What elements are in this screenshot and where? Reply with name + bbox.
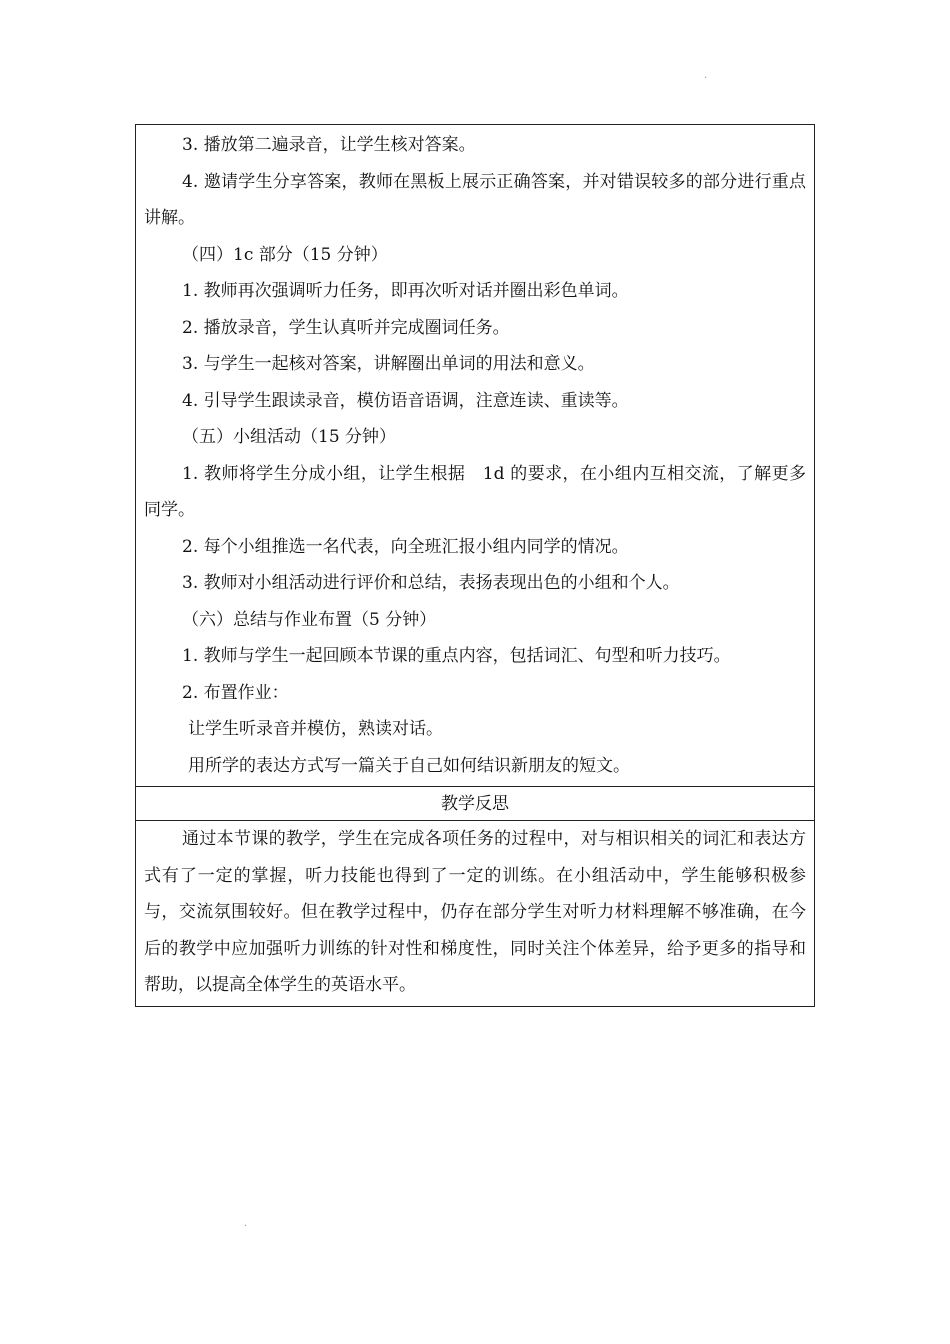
reflection-paragraph: 通过本节课的教学，学生在完成各项任务的过程中，对与相识相关的词汇和表达方式有了一定的掌握，听力技能也得到了一定的训练。在小组活动中，学生能够积极参与，交流氛围较好。但在教学过程中，仍存在部分学生对听力材料理解不够准确，在今后的教学中应加强听力训练的针对性和梯度性，同时关注个体差异，给予更多的指导和帮助，以提高全体学生的英语水平。 bbox=[144, 829, 806, 995]
procedure-paragraph: 3. 播放第二遍录音，让学生核对答案。 bbox=[182, 135, 476, 155]
teaching-reflection-cell bbox=[136, 821, 814, 1006]
procedure-paragraph: 1. 教师将学生分成小组，让学生根据 1d 的要求，在小组内互相交流，了解更多同学。 bbox=[144, 463, 806, 520]
section-heading-group-activity: （五）小组活动（15 分钟） bbox=[182, 427, 397, 447]
procedure-paragraph: 1. 教师与学生一起回顾本节课的重点内容，包括词汇、句型和听力技巧。 bbox=[182, 646, 731, 666]
procedure-paragraph: 2. 每个小组推选一名代表，向全班汇报小组内同学的情况。 bbox=[182, 536, 629, 557]
procedure-paragraph: 3. 教师对小组活动进行评价和总结，表扬表现出色的小组和个人。 bbox=[182, 573, 680, 593]
procedure-paragraph: 4. 引导学生跟读录音，模仿语音语调，注意连读、重读等。 bbox=[182, 390, 629, 411]
section-heading-1c: （四）1c 部分（15 分钟） bbox=[182, 244, 388, 265]
page-mark-bottom: · bbox=[244, 1221, 248, 1232]
procedure-paragraph: 1. 教师再次强调听力任务，即再次听对话并圈出彩色单词。 bbox=[182, 281, 629, 301]
lesson-plan-table bbox=[135, 124, 815, 1007]
reflection-header: 教学反思 bbox=[136, 786, 814, 821]
teaching-procedure-cell bbox=[136, 125, 814, 786]
page-mark-top: · bbox=[704, 73, 708, 84]
procedure-paragraph: 4. 邀请学生分享答案，教师在黑板上展示正确答案，并对错误较多的部分进行重点讲解。 bbox=[144, 171, 806, 228]
homework-item: 用所学的表达方式写一篇关于自己如何结识新朋友的短文。 bbox=[188, 755, 630, 776]
section-heading-summary-homework: （六）总结与作业布置（5 分钟） bbox=[182, 609, 437, 630]
procedure-paragraph: 2. 播放录音，学生认真听并完成圈词任务。 bbox=[182, 317, 510, 338]
procedure-paragraph: 3. 与学生一起核对答案，讲解圈出单词的用法和意义。 bbox=[182, 354, 595, 374]
procedure-paragraph: 2. 布置作业： bbox=[182, 682, 289, 703]
homework-item: 让学生听录音并模仿，熟读对话。 bbox=[188, 719, 443, 739]
